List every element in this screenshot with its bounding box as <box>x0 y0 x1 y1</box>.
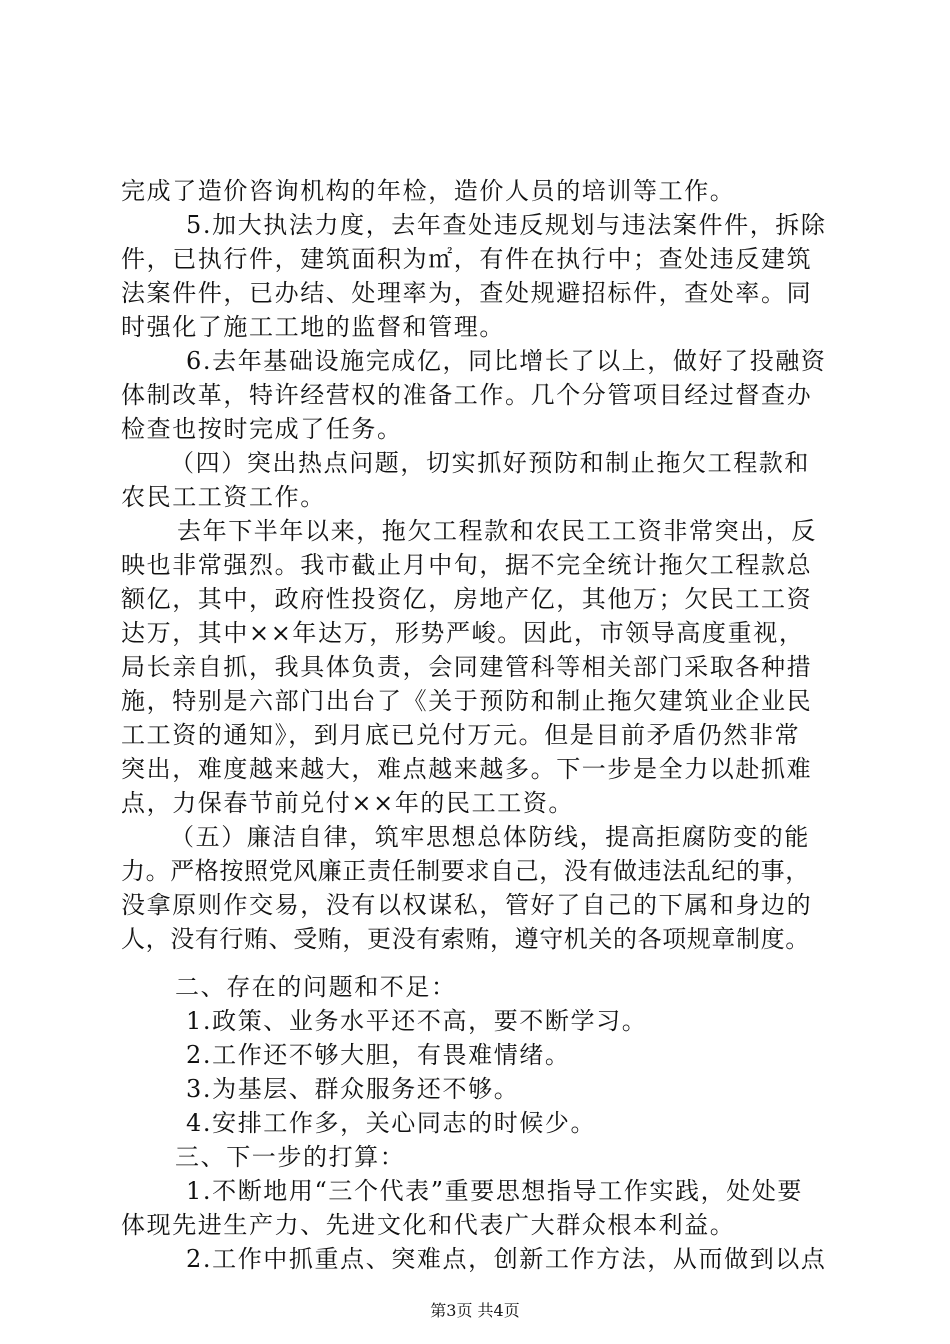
list-item: 4.安排工作多，关心同志的时候少。 <box>186 1109 597 1137</box>
paragraph-line: 体现先进生产力、先进文化和代表广大群众根本利益。 <box>121 1211 736 1239</box>
paragraph-line: 6.去年基础设施完成亿，同比增长了以上，做好了投融资 <box>186 347 827 375</box>
paragraph-line: 映也非常强烈。我市截止月中旬，据不完全统计拖欠工程款总 <box>121 551 813 579</box>
paragraph-line: 农民工工资工作。 <box>121 483 326 511</box>
list-item: 1.不断地用“三个代表”重要思想指导工作实践，处处要 <box>186 1177 804 1205</box>
list-item: 1.政策、业务水平还不高，要不断学习。 <box>186 1007 648 1035</box>
paragraph-line: 法案件件，已办结、处理率为，查处规避招标件，查处率。同 <box>121 279 813 307</box>
paragraph-line: 完成了造价咨询机构的年检，造价人员的培训等工作。 <box>121 177 736 205</box>
paragraph-line: 局长亲自抓，我具体负责，会同建管科等相关部门采取各种措 <box>121 653 813 681</box>
paragraph-line: 施，特别是六部门出台了《关于预防和制止拖欠建筑业企业民 <box>121 687 813 715</box>
paragraph-line: 5.加大执法力度，去年查处违反规划与违法案件件，拆除 <box>186 211 827 239</box>
section-heading: （四）突出热点问题，切实抓好预防和制止拖欠工程款和 <box>170 449 810 477</box>
paragraph-line: 额亿，其中，政府性投资亿，房地产亿，其他万；欠民工工资 <box>121 585 813 613</box>
section-heading: 二、存在的问题和不足： <box>175 973 457 1001</box>
section-heading: 三、下一步的打算： <box>175 1143 406 1171</box>
page-number: 第3页 共4页 <box>430 1301 520 1320</box>
paragraph-line: 突出，难度越来越大，难点越来越多。下一步是全力以赴抓难 <box>121 755 813 783</box>
section-heading: （五）廉洁自律，筑牢思想总体防线，提高拒腐防变的能 <box>170 823 810 851</box>
paragraph-line: 去年下半年以来，拖欠工程款和农民工工资非常突出，反 <box>177 517 817 545</box>
paragraph-line: 人，没有行贿、受贿，更没有索贿，遵守机关的各项规章制度。 <box>121 925 810 953</box>
list-item: 3.为基层、群众服务还不够。 <box>186 1075 520 1103</box>
paragraph-line: 达万，其中××年达万，形势严峻。因此，市领导高度重视， <box>121 619 805 647</box>
paragraph-line: 检查也按时完成了任务。 <box>121 415 403 443</box>
paragraph-line: 工工资的通知》，到月底已兑付万元。但是目前矛盾仍然非常 <box>121 721 801 749</box>
paragraph-line: 件，已执行件，建筑面积为㎡，有件在执行中；查处违反建筑 <box>121 245 813 273</box>
list-item: 2.工作中抓重点、突难点，创新工作方法，从而做到以点 <box>186 1245 827 1273</box>
paragraph-line: 体制改革，特许经营权的准备工作。几个分管项目经过督查办 <box>121 381 813 409</box>
paragraph-line: 没拿原则作交易，没有以权谋私，管好了自己的下属和身边的 <box>121 891 813 919</box>
paragraph-line: 时强化了施工工地的监督和管理。 <box>121 313 505 341</box>
list-item: 2.工作还不够大胆，有畏难情绪。 <box>186 1041 571 1069</box>
paragraph-line: 点，力保春节前兑付××年的民工工资。 <box>121 789 575 817</box>
paragraph-line: 力。严格按照党风廉正责任制要求自己，没有做违法乱纪的事， <box>121 857 810 885</box>
